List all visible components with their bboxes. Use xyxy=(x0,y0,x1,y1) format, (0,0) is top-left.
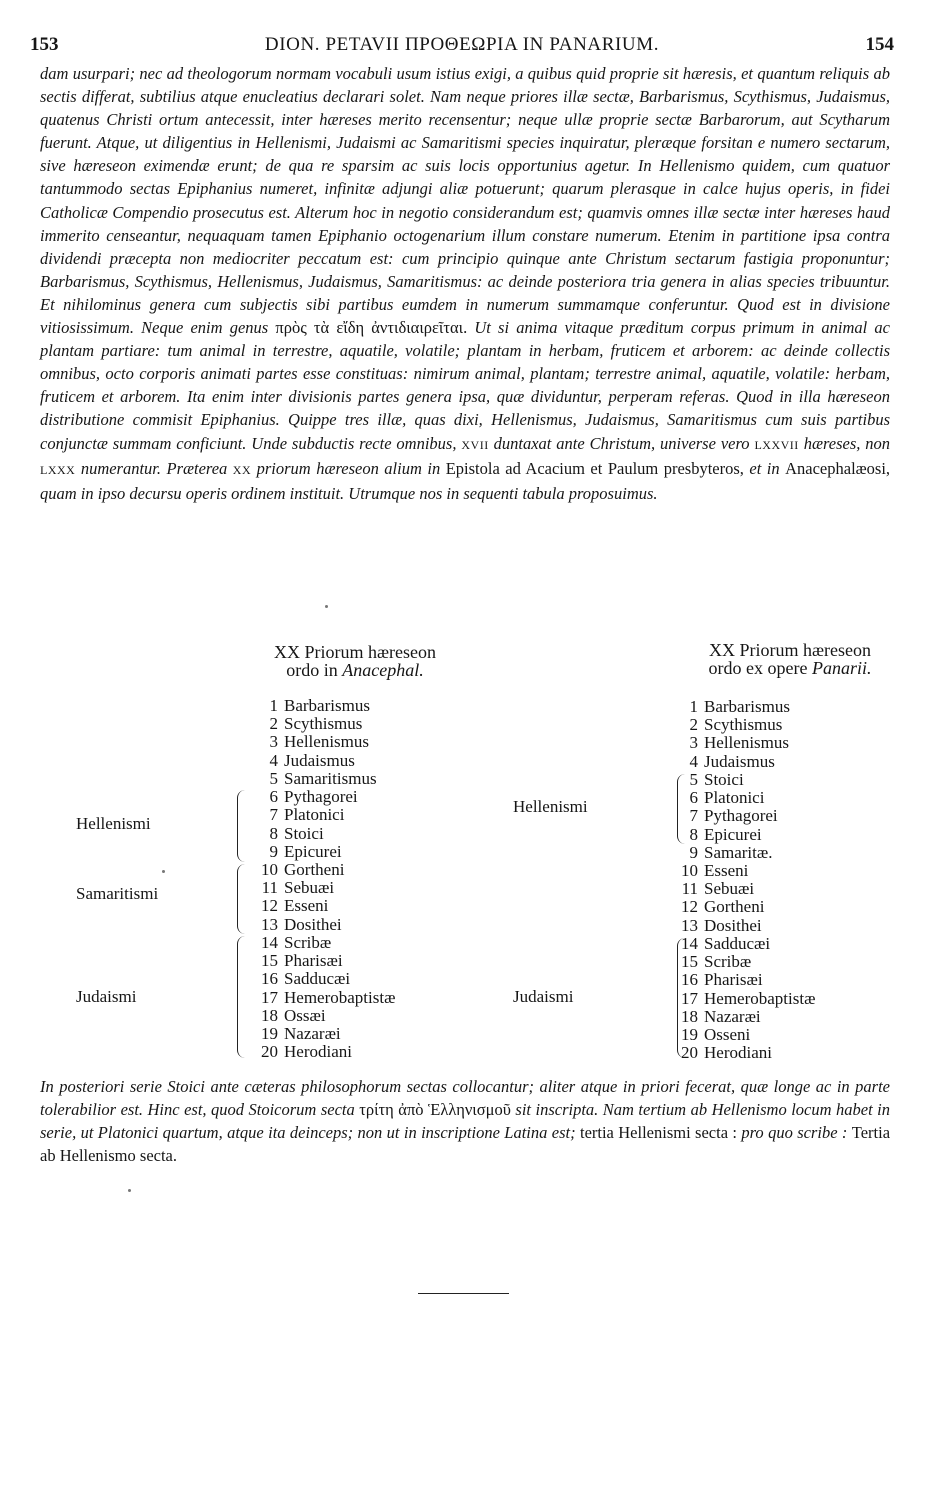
item-number: 13 xyxy=(681,915,698,935)
list-item xyxy=(672,1026,815,1044)
item-name: Esseni xyxy=(704,860,749,880)
item-name: Scythismus xyxy=(704,715,783,735)
text-run: priorum hæreseon alium in xyxy=(256,458,441,478)
item-name: Gortheni xyxy=(704,897,765,917)
item-number: 18 xyxy=(261,1005,278,1025)
item-name: Scribæ xyxy=(284,932,332,952)
item-number: 14 xyxy=(261,932,278,952)
item-name: Scribæ xyxy=(704,952,752,972)
item-number: 6 xyxy=(689,788,698,808)
right-heresy-list xyxy=(672,698,815,1062)
item-number: 17 xyxy=(681,988,698,1008)
item-name: Sadducæi xyxy=(704,933,771,953)
list-item xyxy=(672,935,815,953)
item-number: 16 xyxy=(261,969,278,989)
item-name: Dosithei xyxy=(704,915,762,935)
item-number: 5 xyxy=(689,769,698,789)
list-item xyxy=(672,771,815,789)
list-item xyxy=(672,807,815,825)
text-run: quam in ipso decursu operis ordinem instituit. Utrumque nos in sequenti tabula proposuimus. xyxy=(40,483,658,503)
item-name: Herodiani xyxy=(704,1043,772,1063)
item-number: 20 xyxy=(261,1042,278,1062)
list-item xyxy=(672,698,815,716)
item-name: Nazaræi xyxy=(704,1006,761,1026)
item-name: Judaismus xyxy=(284,750,355,770)
item-number: 11 xyxy=(681,879,698,899)
list-item xyxy=(252,806,395,824)
group-label-hellenismi: Hellenismi xyxy=(513,797,588,816)
item-number: 3 xyxy=(269,732,278,752)
list-item xyxy=(252,1007,395,1025)
item-number: 2 xyxy=(689,715,698,735)
list-item xyxy=(252,843,395,861)
item-number: 15 xyxy=(681,952,698,972)
item-number: 8 xyxy=(269,823,278,843)
item-name: Gortheni xyxy=(284,859,345,879)
roman-numeral: LXXVII xyxy=(754,437,799,452)
item-name: Scythismus xyxy=(284,714,363,734)
item-name: Barbarismus xyxy=(284,696,370,715)
page-number-left: 153 xyxy=(30,34,59,55)
list-item xyxy=(252,861,395,879)
group-label-judaismi: Judaismi xyxy=(76,987,137,1006)
upright-text: Tertia ab Hellenismo secta. xyxy=(40,1123,891,1166)
item-number: 14 xyxy=(681,933,698,953)
list-item xyxy=(672,826,815,844)
list-item xyxy=(252,1043,395,1061)
heading-line xyxy=(240,661,470,679)
text-run: pro quo scribe : xyxy=(741,1123,848,1143)
list-item xyxy=(252,715,395,733)
item-number: 19 xyxy=(681,1024,698,1044)
group-brace xyxy=(237,790,245,862)
list-item xyxy=(672,880,815,898)
item-name: Hellenismus xyxy=(284,732,369,752)
item-name: Pythagorei xyxy=(704,806,778,826)
running-title: DION. PETAVII ΠΡΟΘΕΩΡΙΑ IN PANARIUM. xyxy=(264,34,660,55)
text-run: hæreses, non xyxy=(803,433,891,453)
list-item xyxy=(672,862,815,880)
item-name: Epicurei xyxy=(704,824,762,844)
page-number-right: 154 xyxy=(865,34,894,55)
item-number: 1 xyxy=(269,696,278,715)
list-item xyxy=(252,1025,395,1043)
text-run: sit inscripta. Nam tertium ab Hellenismo locum habet in serie, ut Platonici quartum, atque ita deinceps; non ut in inscriptione Latina est; xyxy=(40,1100,891,1143)
group-brace xyxy=(677,774,685,844)
item-number: 7 xyxy=(269,805,278,825)
list-item xyxy=(672,898,815,916)
text-run: numerantur. Præterea xyxy=(80,458,228,478)
item-name: Platonici xyxy=(704,788,765,808)
item-name: Osseni xyxy=(704,1024,751,1044)
text-run: Ut si anima vitaque præditum corpus primum in animal ac plantam partiare: tum animal in terrestre, aquatile, volatile; plantam in herbam, fruticem et arborem: ac deinde collectis omnibus, octo corporis animati partes esse constituas: nimirum animal, plantam; terrestre animal, aquatile, volatile: herbam, fruticem et arborem. Ita enim inter divisionis partes genera ipsa, quæ dividuntur, perperam referas. Quod in illa hæreseon distributione commisit Epiphanius. Quippe tres illæ, quas dixi, Hellenismus, Judaismus, Samaritismus cum suis partibus conjunctæ summam conficiunt. Unde subductis recte omnibus, xyxy=(40,318,890,453)
item-number: 16 xyxy=(681,970,698,990)
item-name: Platonici xyxy=(284,805,345,825)
heading-prefix: ordo in xyxy=(286,660,338,680)
item-name: Dosithei xyxy=(284,914,342,934)
item-number: 5 xyxy=(269,768,278,788)
item-number: 12 xyxy=(261,896,278,916)
heading-italic: Anacephal. xyxy=(342,660,424,680)
list-item xyxy=(252,788,395,806)
item-number: 6 xyxy=(269,787,278,807)
list-item xyxy=(672,789,815,807)
item-name: Herodiani xyxy=(284,1042,352,1062)
item-number: 8 xyxy=(689,824,698,844)
list-item xyxy=(252,825,395,843)
item-number: 10 xyxy=(681,860,698,880)
group-label-samaritismi: Samaritismi xyxy=(76,884,159,903)
item-name: Hemerobaptistæ xyxy=(704,988,816,1008)
upright-text: Anacephalæosi, xyxy=(785,458,891,478)
list-item xyxy=(672,953,815,971)
left-column-heading xyxy=(240,643,470,679)
ink-speck xyxy=(128,1189,131,1192)
item-name: Ossæi xyxy=(284,1005,326,1025)
item-name: Samaritæ. xyxy=(704,842,773,862)
list-item xyxy=(252,970,395,988)
item-number: 19 xyxy=(261,1023,278,1043)
list-item xyxy=(252,952,395,970)
item-name: Nazaræi xyxy=(284,1023,341,1043)
right-column-heading xyxy=(675,641,905,677)
item-name: Samaritismus xyxy=(284,768,377,788)
list-item xyxy=(252,989,395,1007)
item-number: 1 xyxy=(689,697,698,716)
list-item xyxy=(252,879,395,897)
item-name: Barbarismus xyxy=(704,697,790,716)
list-item xyxy=(672,990,815,1008)
group-label-hellenismi: Hellenismi xyxy=(76,814,151,833)
upright-text: tertia Hellenismi secta : xyxy=(579,1123,737,1143)
item-number: 11 xyxy=(261,878,278,898)
item-number: 12 xyxy=(681,897,698,917)
left-heresy-list xyxy=(252,697,395,1061)
heading-line: XX Priorum hæreseon xyxy=(274,642,436,662)
item-number: 20 xyxy=(681,1043,698,1063)
item-name: Pythagorei xyxy=(284,787,358,807)
heading-line: XX Priorum hæreseon xyxy=(709,640,871,660)
text-run: duntaxat ante Christum, universe vero xyxy=(493,433,750,453)
item-name: Hellenismus xyxy=(704,733,789,753)
item-name: Stoici xyxy=(284,823,324,843)
closing-rule xyxy=(418,1293,509,1294)
item-number: 9 xyxy=(689,842,698,862)
item-name: Esseni xyxy=(284,896,329,916)
ink-speck xyxy=(325,605,328,608)
text-run: dam usurpari; nec ad theologorum normam vocabuli usum istius exigi, a quibus quid proprie sit hæresis, et quantum reliquis ab sectis differat, subtilius atque enucleatius declarari solet. Nam neque priores illæ sectæ, Barbarismus, Scythismus, Judaismus, quatenus Christi ortum antecessit, inter hæreses merito recensentur; neque ullæ proprie sectæ Barbarorum, aut Scytharum fuerunt. Atque, ut diligentius in Hellenismi, Judaismi ac Samaritismi species inquiratur, pleræque forsitan e numero sectarum, sive hæreseon eximendæ erunt; de qua re sparsim ac suis locis opportunius agetur. In Hellenismo quidem, cum quatuor tantummodo sectas Epiphanius numeret, infinitæ adjungi aliæ potuerunt; quarum plerasque in calce hujus operis, in fidei Catholicæ Compendio prosecutus est. Alterum hoc in negotio considerandum est; quamvis omnes illæ sectæ inter hæreses haud immerito censeantur, nequaquam tamen Epiphanio octogenarium illum constare numerum. Etenim in partitione ipsa contra dividendi præcepta non mediocriter peccatum est: cum principio quinque ante Christum sectarum fastigia proponuntur; Barbarismus, Scythismus, Hellenismus, Judaismus, Samaritismus: ac deinde posteriora tria genera in alias species tribuuntur. Et nihilominus genera cum subjectis sibi partibus eumdem in numerum summamque conferuntur. Quod est in divisione vitiosissimum. Neque enim genus xyxy=(40,64,890,338)
list-item xyxy=(672,917,815,935)
text-run: In posteriori serie Stoici ante cæteras philosophorum sectas collocantur; aliter atque in priori fecerat, quæ longe ac in parte tolerabilior est. Hinc est, quod Stoicorum secta xyxy=(40,1077,890,1120)
list-item xyxy=(252,752,395,770)
greek-phrase: πρὸς τὰ εἴδη ἀντιδιαιρεῖται. xyxy=(275,318,468,338)
group-brace xyxy=(237,936,245,1058)
text-run: et in xyxy=(749,458,780,478)
item-number: 17 xyxy=(261,987,278,1007)
item-name: Epicurei xyxy=(284,841,342,861)
list-item xyxy=(672,1044,815,1062)
list-item xyxy=(672,734,815,752)
body-paragraph-2 xyxy=(40,1075,890,1167)
heading-italic: Panarii. xyxy=(811,658,872,678)
item-number: 10 xyxy=(261,859,278,879)
ink-speck xyxy=(162,870,165,873)
item-number: 4 xyxy=(689,751,698,771)
list-item xyxy=(252,770,395,788)
list-item xyxy=(252,697,395,715)
list-item xyxy=(252,733,395,751)
item-name: Pharisæi xyxy=(284,951,343,971)
item-name: Sadducæi xyxy=(284,969,351,989)
item-number: 3 xyxy=(689,733,698,753)
item-name: Sebuæi xyxy=(704,879,755,899)
list-item xyxy=(672,716,815,734)
item-number: 9 xyxy=(269,841,278,861)
body-paragraph-1 xyxy=(40,62,890,505)
item-number: 18 xyxy=(681,1006,698,1026)
item-number: 13 xyxy=(261,914,278,934)
item-number: 2 xyxy=(269,714,278,734)
item-name: Sebuæi xyxy=(284,878,335,898)
heading-prefix: ordo ex opere xyxy=(708,658,808,678)
list-item xyxy=(252,897,395,915)
group-brace xyxy=(677,938,685,1058)
item-name: Pharisæi xyxy=(704,970,763,990)
item-name: Hemerobaptistæ xyxy=(284,987,396,1007)
item-number: 4 xyxy=(269,750,278,770)
roman-numeral: LXXX xyxy=(40,462,76,477)
list-item xyxy=(672,753,815,771)
group-brace xyxy=(237,864,245,934)
list-item xyxy=(672,1008,815,1026)
roman-numeral: XX xyxy=(232,462,252,477)
list-item xyxy=(672,971,815,989)
list-item xyxy=(672,844,815,862)
greek-phrase: τρίτη ἀπὸ Ἑλληνισμοῦ xyxy=(359,1100,511,1120)
roman-numeral: XVII xyxy=(461,437,489,452)
heading-line xyxy=(675,659,905,677)
upright-text: Epistola ad Acacium et Paulum presbyteros, xyxy=(445,458,744,478)
running-head xyxy=(30,34,894,56)
group-label-judaismi: Judaismi xyxy=(513,987,574,1006)
item-name: Stoici xyxy=(704,769,744,789)
list-item xyxy=(252,934,395,952)
item-number: 15 xyxy=(261,951,278,971)
item-number: 7 xyxy=(689,806,698,826)
item-name: Judaismus xyxy=(704,751,775,771)
list-item xyxy=(252,916,395,934)
